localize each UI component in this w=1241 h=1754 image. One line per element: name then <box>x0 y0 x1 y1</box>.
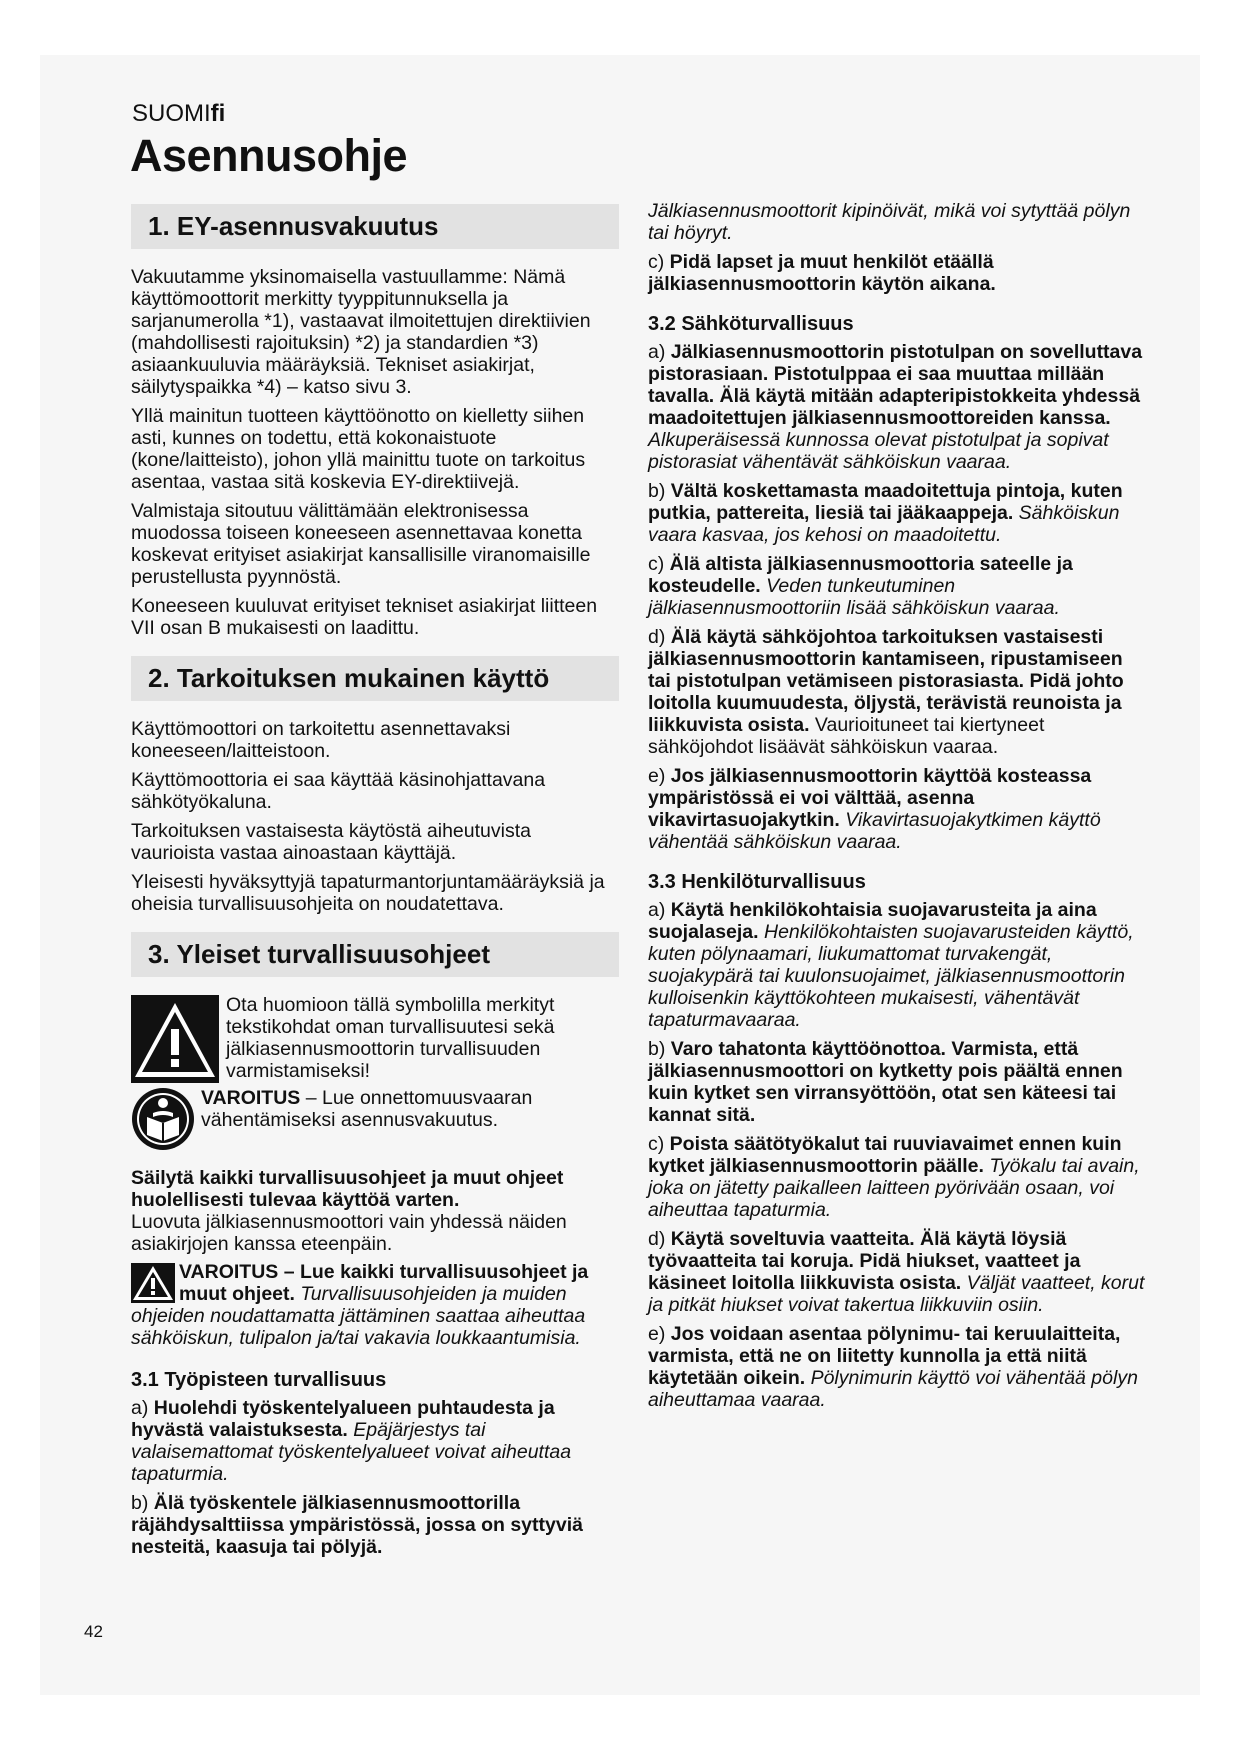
paragraph: Käyttömoottori on tarkoitettu asennettavaksi koneeseen/laitteistoon. <box>131 718 511 762</box>
section-heading: 2. Tarkoituksen mukainen käyttö <box>131 656 619 701</box>
list-item: d) Älä käytä sähköjohtoa tarkoituksen vastaisesti jälkiasennusmoottorin kantamiseen, ripustamiseen tai pistotulpan vetämiseen pistorasiasta. Pidä johto loitolla kuumuudesta, öljystä, terävistä reunoista ja liikkuvista osista. Vaurioituneet tai kiertyneet sähköjohdot lisäävät sähköiskun vaaraa. <box>648 626 1124 758</box>
warning-triangle-icon <box>131 995 219 1083</box>
paragraph: Tarkoituksen vastaisesta käytöstä aiheutuvista vaurioista vastaa ainoastaan käyttäjä. <box>131 820 531 864</box>
paragraph: Käyttömoottoria ei saa käyttää käsinohjattavana sähkötyökaluna. <box>131 769 546 813</box>
paragraph: Yleisesti hyväksyttyjä tapaturmantorjuntamääräyksiä ja oheisia turvallisuusohjeita on noudatettava. <box>131 871 605 915</box>
list-item: c) Poista säätötyökalut tai ruuviavaimet ennen kuin kytket jälkiasennusmoottorin päälle. Työkalu tai avain, joka on jätetty paikalleen laitteen pyörivään osaan, voi aiheuttaa tapaturmia. <box>648 1133 1140 1221</box>
section-heading: 1. EY-asennusvakuutus <box>131 204 619 249</box>
list-item: a) Jälkiasennusmoottorin pistotulpan on sovelluttava pistorasiaan. Pistotulppaa ei saa muuttaa millään tavalla. Älä käytä mitään adapteripistokkeita yhdessä maadoitettujen jälkiasennusmoottoreiden kanssa. Alkuperäisessä kunnossa olevat pistotulpat ja sopivat pistorasiat vähentävät sähköiskun vaaraa. <box>648 341 1143 473</box>
paragraph: Valmistaja sitoutuu välittämään elektronisessa muodossa toiseen koneeseen asennettavaa konetta koskevat erityiset asiakirjat kansallisille viranomaisille perustellusta pyynnöstä. <box>131 500 591 588</box>
list-item: c) Älä altista jälkiasennusmoottoria sateelle ja kosteudelle. Veden tunkeutuminen jälkiasennusmoottoriin lisää sähköiskun vaaraa. <box>648 553 1073 619</box>
keep-instructions: Säilytä kaikki turvallisuusohjeet ja muut ohjeet huolellisesti tulevaa käyttöä varten. Luovuta jälkiasennusmoottori vain yhdessä näiden asiakirjojen kanssa eteenpäin. <box>131 1167 567 1255</box>
left-column <box>131 204 619 1565</box>
list-item: d) Käytä soveltuvia vaatteita. Älä käytä löysiä työvaatteita tai koruja. Pidä hiukset, vaatteet ja käsineet loitolla liikkuvista osista. Väljät vaatteet, korut ja pitkät hiukset voivat takertua liikkuviin osiin. <box>648 1228 1145 1316</box>
list-item: b) Älä työskentele jälkiasennusmoottorilla räjähdysalttiissa ympäristössä, jossa on syttyviä nesteitä, kaasuja tai pölyjä. <box>131 1492 583 1558</box>
warning-all-instructions: VAROITUS – Lue kaikki turvallisuusohjeet ja muut ohjeet. Turvallisuusohjeiden ja muiden ohjeiden noudattamatta jättäminen saattaa aiheuttaa sähköiskun, tulipalon ja/tai vakavia loukkaantumisia. <box>131 1261 589 1349</box>
list-item: b) Vältä koskettamasta maadoitettuja pintoja, kuten putkia, pattereita, liesiä tai jääkaappeja. Sähköiskun vaara kasvaa, jos kehosi on maadoitettu. <box>648 480 1123 546</box>
symbol-note <box>131 994 619 1083</box>
warning-triangle-icon <box>131 1263 175 1303</box>
language-label: SUOMIfi <box>132 100 226 127</box>
right-column <box>648 200 1148 1418</box>
subsection-heading: 3.1 Työpisteen turvallisuus <box>131 1369 387 1391</box>
subsection-heading: 3.3 Henkilöturvallisuus <box>648 871 866 893</box>
page-title: Asennusohje <box>130 130 408 181</box>
paragraph: Koneeseen kuuluvat erityiset tekniset asiakirjat liitteen VII osan B mukaisesti on laadittu. <box>131 595 598 639</box>
paragraph: Jälkiasennusmoottorit kipinöivät, mikä voi sytyttää pölyn tai höyryt. <box>648 200 1131 244</box>
list-item: a) Käytä henkilökohtaisia suojavarusteita ja aina suojalaseja. Henkilökohtaisten suojavarusteiden käyttö, kuten pölynaamari, liukumattomat turvakengät, suojakypärä tai kuulonsuojaimet, jälkiasennusmoottorin kulloisenkin käyttökohteen mukaisesti, vähentävät tapaturmavaaraa. <box>648 899 1134 1031</box>
page-number: 42 <box>84 1622 103 1641</box>
symbol-note-text: Ota huomioon tällä symbolilla merkityt tekstikohdat oman turvallisuutesi sekä jälkiasennusmoottorin turvallisuuden varmistamiseksi! <box>226 994 555 1082</box>
list-item: b) Varo tahatonta käyttöönottoa. Varmista, että jälkiasennusmoottori on kytketty pois päältä ennen kuin kytket sen virransyöttöön, otat sen käteesi tai kannat sitä. <box>648 1038 1123 1126</box>
read-manual-icon <box>131 1087 195 1151</box>
paragraph: Vakuutamme yksinomaisella vastuullamme: Nämä käyttömoottorit merkitty tyyppitunnuksella ja sarjanumerolla *1), vastaavat ilmoitettujen direktiivien (mahdollisesti rajoituksin) *2) ja standardien *3) asiaankuuluvia määräyksiä. Tekniset asiakirjat, säilytyspaikka *4) – katso sivu 3. <box>131 266 591 398</box>
list-item: e) Jos jälkiasennusmoottorin käyttöä kosteassa ympäristössä ei voi välttää, asenna vikavirtasuojakytkin. Vikavirtasuojakytkimen käyttö vähentää sähköiskun vaaraa. <box>648 765 1101 853</box>
list-item: e) Jos voidaan asentaa pölynimu- tai keruulaitteita, varmista, että ne on liitetty kunnolla ja että niitä käytetään oikein. Pölynimurin käyttö voi vähentää pölyn aiheuttamaa vaaraa. <box>648 1323 1138 1411</box>
paragraph: Yllä mainitun tuotteen käyttöönotto on kielletty siihen asti, kunnes on todettu, että kokonaistuote (kone/laitteisto), johon yllä mainittu tuote on tarkoitus asentaa, vastaa sitä koskevia EY-direktiivejä. <box>131 405 586 493</box>
subsection-heading: 3.2 Sähköturvallisuus <box>648 313 854 335</box>
section-heading: 3. Yleiset turvallisuusohjeet <box>131 932 619 977</box>
varoitus-text: VAROITUS – Lue onnettomuusvaaran vähentämiseksi asennusvakuutus. <box>201 1087 533 1131</box>
list-item: a) Huolehdi työskentelyalueen puhtaudesta ja hyvästä valaistuksesta. Epäjärjestys tai valaisemattomat työskentelyalueet voivat aiheuttaa tapaturmia. <box>131 1397 572 1485</box>
varoitus-note <box>131 1087 619 1151</box>
list-item: c) Pidä lapset ja muut henkilöt etäällä jälkiasennusmoottorin käytön aikana. <box>648 251 996 295</box>
